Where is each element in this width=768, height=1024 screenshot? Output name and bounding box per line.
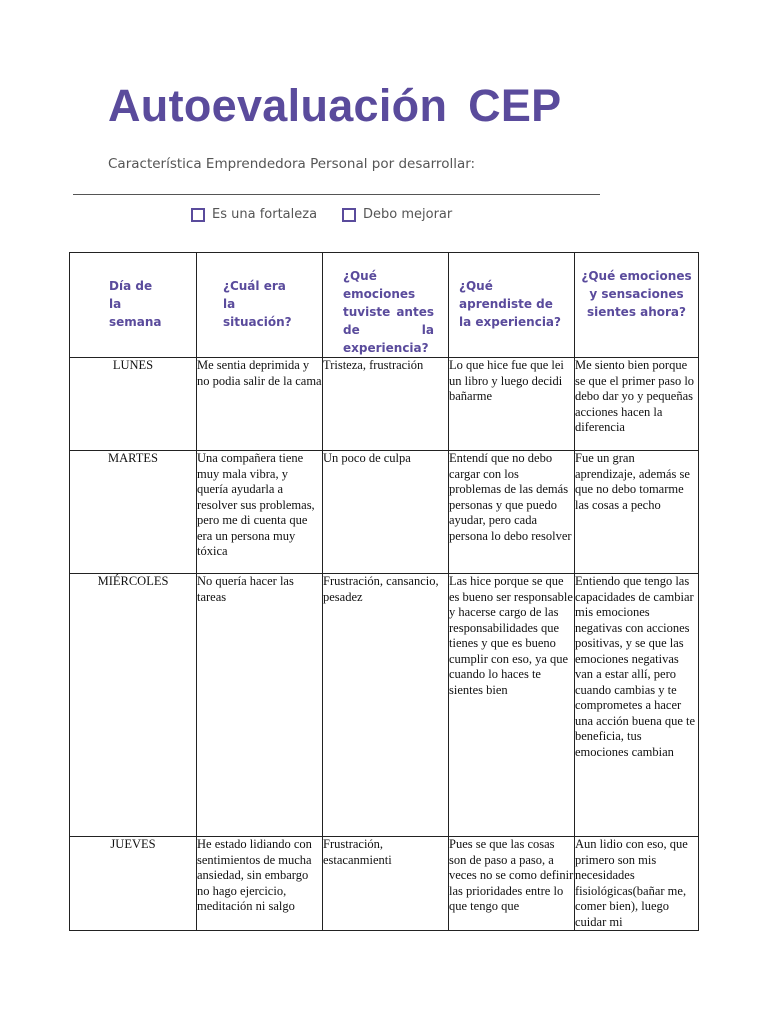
emociones-antes-cell: Frustración, estacanmienti	[323, 837, 449, 931]
emociones-ahora-cell: Me siento bien porque se que el primer paso lo debo dar yo y pequeñas acciones hacen la diferencia	[575, 358, 699, 451]
table-row	[70, 358, 699, 451]
day-cell: MIÉRCOLES	[70, 574, 197, 837]
answer-line	[73, 194, 600, 195]
table-header-row	[70, 253, 699, 358]
emociones-antes-cell: Un poco de culpa	[323, 451, 449, 574]
table-row	[70, 574, 699, 837]
emociones-ahora-cell: Aun lidio con eso, que primero son mis necesidades fisiológicas(bañar me, comer bien), luego cuidar mi	[575, 837, 699, 931]
fortaleza-checkbox[interactable]	[191, 208, 205, 222]
day-cell: MARTES	[70, 451, 197, 574]
header-situacion: ¿Cuál era la situación?	[197, 253, 323, 358]
situacion-cell: He estado lidiando con sentimientos de mucha ansiedad, sin embargo no hago ejercicio, meditación ni salgo	[197, 837, 323, 931]
situacion-cell: Me sentia deprimida y no podia salir de la cama	[197, 358, 323, 451]
table-row	[70, 837, 699, 931]
day-cell: LUNES	[70, 358, 197, 451]
mejorar-checkbox[interactable]	[342, 208, 356, 222]
subtitle: Característica Emprendedora Personal por desarrollar:	[108, 156, 476, 172]
option-mejorar[interactable]	[342, 207, 452, 222]
self-evaluation-table	[69, 252, 699, 931]
situacion-cell: No quería hacer las tareas	[197, 574, 323, 837]
header-emociones-ahora: ¿Qué emociones y sensaciones sientes ahora?	[575, 253, 699, 358]
table-row	[70, 451, 699, 574]
aprendizaje-cell: Las hice porque se que es bueno ser responsable y hacerse cargo de las responsabilidades que tienes y que es bueno cumplir con eso, ya que cuando lo haces te sientes bien	[449, 574, 575, 837]
emociones-ahora-cell: Fue un gran aprendizaje, además se que no debo tomarme las cosas a pecho	[575, 451, 699, 574]
aprendizaje-cell: Lo que hice fue que lei un libro y luego decidi bañarme	[449, 358, 575, 451]
page-title: Autoevaluación CEP	[108, 80, 562, 131]
situacion-cell: Una compañera tiene muy mala vibra, y quería ayudarla a resolver sus problemas, pero me di cuenta que era un persona muy tóxica	[197, 451, 323, 574]
aprendizaje-cell: Entendí que no debo cargar con los problemas de las demás personas y que puedo ayudar, pero cada persona lo debo resolver	[449, 451, 575, 574]
option-fortaleza-label: Es una fortaleza	[212, 207, 318, 222]
header-emociones-antes: ¿Qué emociones tuviste antes de la experiencia?	[323, 253, 449, 358]
header-day: Día de la semana	[70, 253, 197, 358]
emociones-antes-cell: Tristeza, frustración	[323, 358, 449, 451]
day-cell: JUEVES	[70, 837, 197, 931]
emociones-antes-cell: Frustración, cansancio, pesadez	[323, 574, 449, 837]
option-mejorar-label: Debo mejorar	[363, 207, 453, 222]
emociones-ahora-cell: Entiendo que tengo las capacidades de cambiar mis emociones negativas con acciones positivas, y se que las emociones negativas van a estar allí, pero cuando cambias y te comprometes a hacer una acción buena que te beneficia, tus emociones cambian	[575, 574, 699, 837]
header-aprendizaje: ¿Qué aprendiste de la experiencia?	[449, 253, 575, 358]
option-fortaleza[interactable]	[191, 207, 317, 222]
aprendizaje-cell: Pues se que las cosas son de paso a paso, a veces no se como definir las prioridades entre lo que tengo que	[449, 837, 575, 931]
